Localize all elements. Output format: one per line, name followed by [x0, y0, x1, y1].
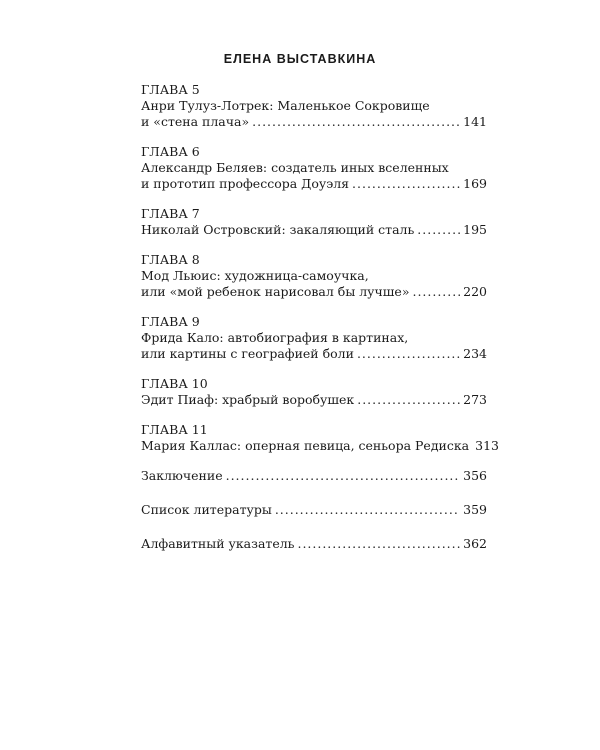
dot-leader [275, 502, 460, 518]
chapter-number: ГЛАВА 6 [141, 144, 200, 159]
dot-leader [352, 176, 460, 192]
toc-entry-chapter-9[interactable] [141, 314, 487, 362]
entry-title: Заключение [141, 468, 223, 483]
toc-entry-chapter-10[interactable] [141, 376, 487, 408]
toc-entry-chapter-6[interactable] [141, 144, 487, 192]
page-number: 220 [463, 284, 487, 299]
running-head-author: ЕЛЕНА ВЫСТАВКИНА [223, 52, 377, 66]
chapter-title-line: Фрида Кало: автобиография в картинах, [141, 330, 409, 345]
toc-entry-conclusion[interactable] [141, 468, 487, 484]
page-number: 359 [463, 502, 487, 517]
chapter-number: ГЛАВА 5 [141, 82, 200, 97]
page-number: 195 [463, 222, 487, 237]
dot-leader [226, 468, 461, 484]
entry-title: Список литературы [141, 502, 272, 517]
dot-leader [357, 392, 460, 408]
page-number: 313 [475, 438, 499, 453]
chapter-number: ГЛАВА 8 [141, 252, 200, 267]
page-number: 234 [463, 346, 487, 361]
dot-leader [357, 346, 460, 362]
toc-entry-bibliography[interactable] [141, 502, 487, 518]
table-of-contents [141, 82, 499, 570]
page-number: 362 [463, 536, 487, 551]
page-number: 273 [463, 392, 487, 407]
chapter-title-last-line: или картины с географией боли [141, 346, 354, 361]
dot-leader [417, 222, 460, 238]
dot-leader [252, 114, 460, 130]
chapter-title-last-line: Эдит Пиаф: храбрый воробушек [141, 392, 355, 407]
chapter-title-line: Мод Льюис: художница-самоучка, [141, 268, 369, 283]
chapter-title-line: Александр Беляев: создатель иных вселенных [141, 160, 449, 175]
chapter-title-last-line: и «стена плача» [141, 114, 250, 129]
chapter-number: ГЛАВА 11 [141, 422, 208, 437]
page-number: 141 [463, 114, 487, 129]
toc-entry-chapter-5[interactable] [141, 82, 487, 130]
chapter-number: ГЛАВА 9 [141, 314, 200, 329]
page-number: 169 [463, 176, 487, 191]
chapter-title-last-line: и прототип профессора Доуэля [141, 176, 350, 191]
dot-leader [412, 284, 460, 300]
chapter-title-last-line: Николай Островский: закаляющий сталь [141, 222, 415, 237]
toc-entry-chapter-11[interactable] [141, 422, 499, 454]
page-number: 356 [463, 468, 487, 483]
chapter-title-last-line: или «мой ребенок нарисовал бы лучше» [141, 284, 410, 299]
chapter-number: ГЛАВА 7 [141, 206, 200, 221]
chapter-title-last-line: Мария Каллас: оперная певица, сеньора Редиска [141, 438, 470, 453]
toc-entry-index[interactable] [141, 536, 487, 552]
entry-title: Алфавитный указатель [141, 536, 295, 551]
toc-entry-chapter-8[interactable] [141, 252, 487, 300]
toc-entry-chapter-7[interactable] [141, 206, 487, 238]
dot-leader [297, 536, 460, 552]
chapter-title-line: Анри Тулуз-Лотрек: Маленькое Сокровище [141, 98, 430, 113]
chapter-number: ГЛАВА 10 [141, 376, 208, 391]
